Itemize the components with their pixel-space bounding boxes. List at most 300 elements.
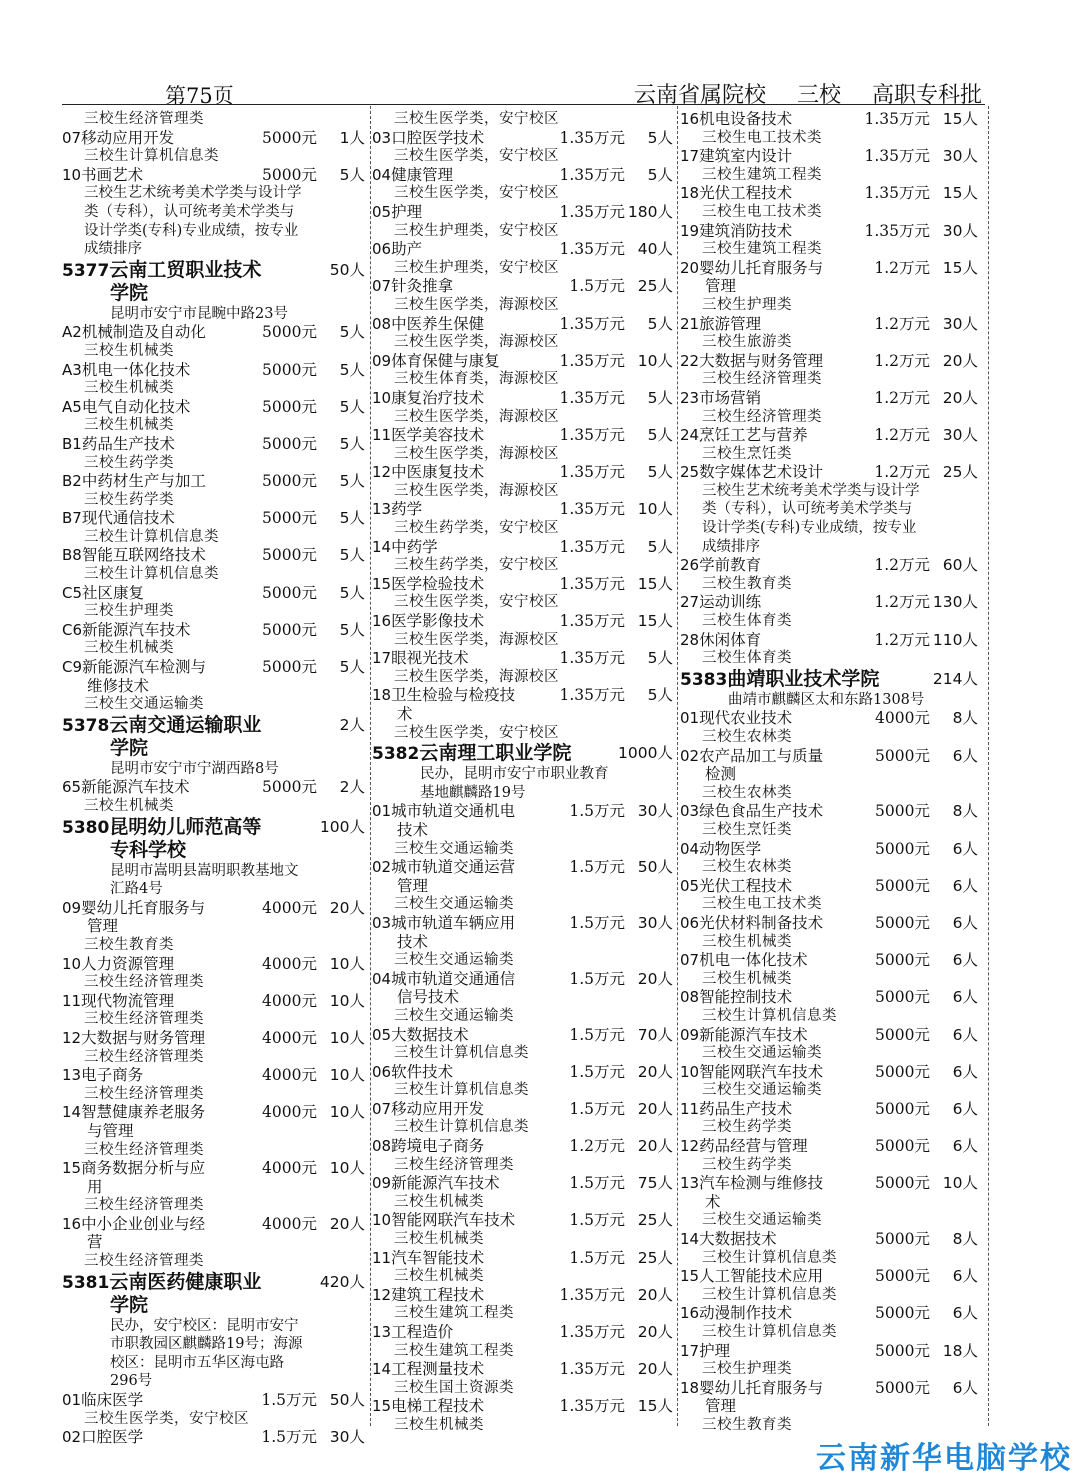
tuition-fee: 5000元 — [875, 1267, 930, 1286]
column-divider — [988, 106, 989, 1426]
major-requirement: 三校生经济管理类 — [84, 111, 204, 127]
major-name: 工程造价 — [391, 1323, 454, 1341]
major-requirement: 三校生药学类 — [702, 1156, 792, 1173]
major-requirement: 三校生机械类 — [84, 798, 174, 814]
enrollment-count: 5人 — [339, 620, 365, 639]
major-requirement: 三校生烹饪类 — [702, 445, 792, 462]
major-requirement: 三校生经济管理类 — [84, 1011, 204, 1028]
tuition-fee: 1.35万元 — [559, 1323, 625, 1341]
major-requirement: 三校生医学类，海源校区 — [394, 296, 559, 313]
tuition-fee: 1.5万元 — [569, 969, 625, 988]
major-name: 电子商务 — [81, 1066, 144, 1085]
major-requirement: 三校生建筑工程类 — [702, 241, 822, 258]
tuition-fee: 4000元 — [262, 954, 317, 973]
major-row — [680, 1100, 980, 1119]
school-address: 民办，安宁校区：昆明市安宁 — [110, 1317, 299, 1334]
major-row — [372, 203, 675, 222]
major-code: 07 — [372, 277, 392, 296]
major-row — [680, 259, 980, 278]
major-row — [680, 389, 980, 408]
major-name-cont: 营 — [87, 1233, 103, 1252]
major-row — [62, 1391, 367, 1410]
major-requirement: 三校生经济管理类 — [84, 1253, 204, 1270]
enrollment-count: 6人 — [952, 1378, 978, 1397]
major-row — [680, 631, 980, 650]
major-code: 03 — [372, 128, 392, 147]
major-requirement: 三校生机械类 — [394, 1416, 484, 1433]
tuition-fee: 5000元 — [875, 1230, 930, 1249]
enrollment-count: 5人 — [339, 360, 365, 379]
major-name: 烹饪工艺与营养 — [699, 426, 808, 445]
enrollment-count: 20人 — [329, 898, 365, 917]
major-requirement: 三校生机械类 — [84, 417, 174, 434]
major-code: C9 — [62, 658, 83, 677]
tuition-fee: 4000元 — [875, 709, 930, 728]
major-code: 10 — [680, 1062, 700, 1081]
major-name-cont: 术 — [397, 705, 413, 723]
major-name: 智慧健康养老服务 — [81, 1103, 206, 1122]
header-part: 高职专科批 — [871, 83, 982, 108]
major-code: 22 — [680, 351, 700, 370]
enrollment-count: 20人 — [942, 388, 978, 407]
school-address: 汇路4号 — [110, 881, 163, 898]
major-requirement: 三校生医学类，安宁校区 — [394, 148, 559, 165]
major-code: 28 — [680, 630, 700, 649]
major-row — [372, 575, 675, 594]
major-name: 医学美容技术 — [391, 426, 485, 445]
major-row — [372, 802, 675, 821]
major-name: 针灸推拿 — [391, 277, 454, 296]
major-code: 17 — [680, 1341, 700, 1360]
enrollment-count: 25人 — [637, 277, 673, 296]
major-row — [680, 709, 980, 728]
enrollment-count: 5人 — [647, 165, 673, 184]
major-row — [372, 315, 675, 334]
major-row — [372, 240, 675, 259]
major-requirement: 三校生教育类 — [702, 575, 792, 592]
school-name: 昆明幼儿师范高等 — [109, 815, 262, 838]
school-total-count: 1000人 — [618, 744, 673, 763]
enrollment-count: 6人 — [952, 913, 978, 932]
major-code: 06 — [372, 240, 392, 259]
major-name: 现代农业技术 — [699, 709, 793, 728]
major-row — [372, 612, 675, 631]
major-row — [680, 1304, 980, 1323]
major-name: 卫生检验与检疫技 — [391, 686, 516, 705]
tuition-fee: 5000元 — [875, 802, 930, 821]
major-requirement: 三校生建筑工程类 — [702, 166, 822, 183]
major-name-cont: 用 — [87, 1177, 103, 1196]
enrollment-count: 5人 — [339, 472, 365, 491]
major-name: 人工智能技术应用 — [699, 1267, 824, 1286]
major-requirement: 三校生体育类 — [702, 650, 792, 667]
major-code: 08 — [372, 314, 392, 333]
major-row — [680, 802, 980, 821]
text-column-2 — [372, 110, 675, 1435]
major-name: 建筑室内设计 — [699, 147, 793, 166]
major-name-cont: 术 — [705, 1192, 721, 1211]
enrollment-count: 30人 — [637, 802, 673, 821]
major-name-cont: 检测 — [705, 765, 737, 784]
major-row — [680, 593, 980, 612]
major-name: 新能源汽车检测与 — [82, 658, 207, 677]
school-code: 5382 — [372, 744, 420, 765]
tuition-fee: 1.35万元 — [559, 463, 625, 482]
tuition-fee: 1.5万元 — [261, 1428, 317, 1447]
major-requirement: 三校生药学类 — [84, 454, 174, 471]
major-code: 23 — [680, 388, 700, 407]
tuition-fee: 1.5万元 — [569, 277, 625, 296]
tuition-fee: 5000元 — [875, 839, 930, 858]
major-name: 康复治疗技术 — [391, 388, 485, 407]
major-requirement: 三校生经济管理类 — [394, 1156, 514, 1173]
major-name: 护理 — [391, 202, 423, 221]
major-code: 04 — [680, 839, 700, 858]
tuition-fee: 5000元 — [262, 620, 317, 639]
tuition-fee: 1.5万元 — [569, 1174, 625, 1193]
major-code: 06 — [372, 1062, 392, 1081]
major-requirement: 三校生交通运输类 — [394, 840, 514, 857]
tuition-fee: 5000元 — [875, 988, 930, 1007]
major-name: 体育保健与康复 — [391, 351, 500, 370]
major-row — [680, 1137, 980, 1156]
enrollment-count: 6人 — [952, 839, 978, 858]
major-requirement: 三校生交通运输类 — [84, 696, 204, 713]
major-code: 12 — [372, 463, 392, 482]
major-row — [62, 1029, 367, 1048]
tuition-fee: 5000元 — [875, 913, 930, 932]
major-row — [680, 463, 980, 482]
major-code: 14 — [372, 1360, 392, 1379]
enrollment-count: 20人 — [329, 1214, 365, 1233]
major-code: A3 — [62, 360, 82, 379]
major-code: 17 — [372, 649, 392, 668]
enrollment-count: 20人 — [637, 969, 673, 988]
major-name: 电气自动化技术 — [81, 397, 191, 416]
school-heading — [372, 742, 675, 765]
major-requirement: 三校生体育类 — [702, 613, 792, 630]
major-row — [680, 352, 980, 371]
major-requirement: 三校生机械类 — [702, 933, 792, 950]
major-name: 光伏工程技术 — [699, 876, 793, 895]
major-row — [680, 1267, 980, 1286]
major-name: 医学影像技术 — [391, 612, 485, 631]
major-code: 02 — [62, 1428, 82, 1447]
major-requirement: 三校生医学类，安宁校区 — [394, 185, 559, 202]
major-requirement: 三校生计算机信息类 — [84, 566, 219, 583]
major-requirement: 三校生护理类 — [84, 603, 174, 620]
major-requirement: 三校生医学类，安宁校区 — [394, 724, 559, 741]
enrollment-count: 20人 — [637, 1062, 673, 1081]
major-requirement: 三校生医学类，海源校区 — [394, 408, 559, 425]
major-requirement: 三校生交通运输类 — [394, 952, 514, 969]
major-row — [62, 472, 367, 491]
major-code: 16 — [372, 612, 392, 631]
major-code: B8 — [62, 546, 82, 565]
school-heading — [62, 816, 367, 839]
major-name: 移动应用开发 — [81, 128, 175, 147]
major-requirement: 三校生农林类 — [702, 784, 792, 801]
enrollment-count: 8人 — [952, 709, 978, 728]
major-note: 设计学类(专科)专业成绩，按专业 — [84, 222, 299, 239]
school-name-cont: 学院 — [110, 736, 149, 759]
major-name: 学前教育 — [699, 556, 762, 575]
major-code: 11 — [372, 1248, 392, 1267]
major-name: 现代物流管理 — [81, 991, 175, 1010]
major-requirement: 三校生护理类 — [702, 296, 792, 313]
major-name: 人力资源管理 — [81, 954, 175, 973]
major-name-cont: 与管理 — [87, 1121, 134, 1140]
major-requirement: 三校生机械类 — [84, 640, 174, 657]
tuition-fee: 5000元 — [262, 658, 317, 677]
tuition-fee: 4000元 — [262, 1159, 317, 1178]
tuition-fee: 5000元 — [262, 472, 317, 491]
tuition-fee: 1.5万元 — [569, 802, 625, 821]
major-code: 16 — [62, 1214, 82, 1233]
major-name: 口腔医学 — [81, 1428, 144, 1447]
major-requirement: 三校生医学类，海源校区 — [394, 445, 559, 462]
major-row — [62, 361, 367, 380]
major-row — [62, 323, 367, 342]
enrollment-count: 10人 — [329, 1159, 365, 1178]
school-heading — [62, 714, 367, 737]
enrollment-count: 6人 — [952, 1025, 978, 1044]
tuition-fee: 5000元 — [875, 746, 930, 765]
column-divider — [677, 106, 678, 1426]
enrollment-count: 5人 — [339, 434, 365, 453]
major-name: 临床医学 — [81, 1391, 144, 1410]
major-code: 04 — [372, 165, 392, 184]
enrollment-count: 8人 — [952, 1230, 978, 1249]
major-code: 14 — [62, 1103, 82, 1122]
major-code: 16 — [680, 1304, 700, 1323]
tuition-fee: 1.5万元 — [569, 1099, 625, 1118]
major-name: 中医养生保健 — [391, 314, 485, 333]
major-code: 05 — [372, 1025, 392, 1044]
major-code: 18 — [680, 1378, 700, 1397]
major-row — [680, 1063, 980, 1082]
enrollment-count: 10人 — [637, 351, 673, 370]
major-requirement: 三校生交通运输类 — [394, 896, 514, 913]
major-note: 三校生艺术统考美术学类与设计学 — [702, 482, 920, 499]
major-row — [62, 1215, 367, 1234]
text-column-3 — [680, 110, 980, 1435]
tuition-fee: 1.35万元 — [864, 184, 930, 203]
major-code: 15 — [680, 1267, 700, 1286]
major-name: 建筑消防技术 — [699, 221, 793, 240]
major-requirement: 三校生医学类，安宁校区 — [394, 111, 559, 127]
major-name: 光伏工程技术 — [699, 184, 793, 203]
enrollment-count: 5人 — [339, 658, 365, 677]
tuition-fee: 1.35万元 — [559, 649, 625, 668]
major-code: 14 — [680, 1230, 700, 1249]
tuition-fee: 1.5万元 — [569, 913, 625, 932]
major-code: 14 — [372, 537, 392, 556]
major-row — [372, 389, 675, 408]
tuition-fee: 1.2万元 — [569, 1137, 625, 1156]
enrollment-count: 5人 — [647, 314, 673, 333]
enrollment-count: 5人 — [647, 686, 673, 705]
enrollment-count: 20人 — [637, 1099, 673, 1118]
tuition-fee: 1.2万元 — [874, 426, 930, 445]
enrollment-count: 5人 — [647, 128, 673, 147]
major-row — [680, 840, 980, 859]
tuition-fee: 4000元 — [262, 1103, 317, 1122]
tuition-fee: 1.35万元 — [559, 686, 625, 705]
major-row — [372, 1360, 675, 1379]
major-name: 机电一体化技术 — [699, 951, 808, 970]
major-code: 03 — [372, 913, 392, 932]
major-row — [372, 538, 675, 557]
major-requirement: 三校生计算机信息类 — [702, 1324, 837, 1340]
enrollment-count: 60人 — [942, 556, 978, 575]
major-name: 城市轨道交通通信 — [391, 969, 516, 988]
major-name: 药品生产技术 — [699, 1099, 793, 1118]
enrollment-count: 15人 — [637, 1397, 673, 1416]
major-requirement: 三校生护理类 — [702, 1361, 792, 1378]
tuition-fee: 1.2万元 — [874, 351, 930, 370]
major-name: 农产品加工与质量 — [699, 746, 824, 765]
major-code: 13 — [62, 1066, 82, 1085]
major-requirement: 三校生计算机信息类 — [702, 1249, 837, 1266]
major-name: 机电设备技术 — [699, 110, 793, 128]
major-row — [372, 1397, 675, 1416]
school-total-count: 50人 — [329, 260, 365, 279]
tuition-fee: 5000元 — [262, 397, 317, 416]
major-code: 09 — [372, 1174, 392, 1193]
major-row — [680, 914, 980, 933]
watermark: 云南新华电脑学校 — [816, 1441, 1072, 1476]
major-code: 12 — [62, 1028, 82, 1047]
major-name-cont: 管理 — [397, 876, 429, 895]
major-name: 汽车检测与维修技 — [699, 1174, 824, 1193]
enrollment-count: 30人 — [942, 426, 978, 445]
major-name: 健康管理 — [391, 165, 454, 184]
major-code: 21 — [680, 314, 700, 333]
major-row — [680, 1174, 980, 1193]
enrollment-count: 1人 — [339, 128, 365, 147]
enrollment-count: 10人 — [329, 954, 365, 973]
school-name-cont: 学院 — [110, 281, 149, 304]
major-code: 12 — [680, 1137, 700, 1156]
major-name: 动物医学 — [699, 839, 762, 858]
enrollment-count: 180人 — [627, 202, 673, 221]
tuition-fee: 1.2万元 — [874, 556, 930, 575]
enrollment-count: 5人 — [339, 583, 365, 602]
enrollment-count: 10人 — [329, 1103, 365, 1122]
school-code: 5377 — [62, 260, 110, 281]
tuition-fee: 5000元 — [262, 778, 317, 797]
major-row — [680, 1342, 980, 1361]
major-name: 休闲体育 — [699, 630, 762, 649]
major-name: 新能源汽车技术 — [81, 778, 190, 797]
major-code: A2 — [62, 323, 82, 342]
major-row — [372, 166, 675, 185]
tuition-fee: 1.35万元 — [559, 351, 625, 370]
major-name: 药学 — [391, 500, 423, 519]
major-name-cont: 技术 — [397, 820, 429, 839]
tuition-fee: 1.2万元 — [874, 258, 930, 277]
enrollment-count: 5人 — [339, 323, 365, 342]
enrollment-count: 20人 — [637, 1285, 673, 1304]
major-name-cont: 管理 — [87, 917, 119, 936]
major-row — [680, 951, 980, 970]
major-name: 大数据与财务管理 — [699, 351, 824, 370]
major-row — [62, 778, 367, 797]
major-name: 新能源汽车技术 — [82, 620, 191, 639]
major-row — [372, 1323, 675, 1342]
major-requirement: 三校生医学类，海源校区 — [394, 668, 559, 685]
tuition-fee: 1.35万元 — [864, 110, 930, 128]
major-requirement: 三校生电工技术类 — [702, 129, 822, 146]
major-name: 药品生产技术 — [81, 434, 175, 453]
major-row — [62, 899, 367, 918]
tuition-fee: 1.5万元 — [261, 1391, 317, 1410]
major-name: 婴幼儿托育服务与 — [699, 1378, 824, 1397]
header-part: 云南省属院校 — [633, 83, 766, 108]
major-name-cont: 维修技术 — [87, 676, 150, 695]
major-requirement: 三校生交通运输类 — [702, 1082, 822, 1099]
tuition-fee: 1.35万元 — [559, 1360, 625, 1379]
major-name: 智能互联网络技术 — [81, 546, 206, 565]
major-name: 智能网联汽车技术 — [391, 1211, 516, 1230]
major-name: 中药学 — [391, 537, 438, 556]
major-requirement: 三校生交通运输类 — [394, 1007, 514, 1024]
major-requirement: 三校生机械类 — [84, 380, 174, 397]
major-row — [372, 1026, 675, 1045]
major-code: 15 — [372, 1397, 392, 1416]
major-requirement: 三校生计算机信息类 — [84, 148, 219, 165]
major-requirement: 三校生教育类 — [702, 1416, 792, 1433]
major-note: 成绩排序 — [84, 241, 142, 258]
enrollment-count: 10人 — [329, 991, 365, 1010]
major-code: 04 — [372, 969, 392, 988]
major-row — [372, 970, 675, 989]
tuition-fee: 5000元 — [875, 1137, 930, 1156]
tuition-fee: 1.2万元 — [874, 388, 930, 407]
major-row — [62, 658, 367, 677]
school-address: 市职教园区麒麟路19号；海源 — [110, 1336, 303, 1353]
major-code: 16 — [680, 110, 700, 128]
major-code: 10 — [372, 388, 392, 407]
major-name: 中药材生产与加工 — [81, 472, 206, 491]
major-name: 护理 — [699, 1341, 731, 1360]
major-code: 13 — [680, 1174, 700, 1193]
major-name: 跨境电子商务 — [391, 1137, 485, 1156]
enrollment-count: 18人 — [942, 1341, 978, 1360]
major-requirement: 三校生经济管理类 — [84, 1085, 204, 1102]
major-name: 智能控制技术 — [699, 988, 793, 1007]
enrollment-count: 10人 — [942, 1174, 978, 1193]
enrollment-count: 110人 — [932, 630, 978, 649]
enrollment-count: 15人 — [637, 574, 673, 593]
column-divider — [370, 106, 371, 1426]
major-row — [372, 1249, 675, 1268]
school-heading — [62, 259, 367, 282]
major-code: 06 — [680, 913, 700, 932]
enrollment-count: 50人 — [637, 858, 673, 877]
major-note: 设计学类(专科)专业成绩，按专业 — [702, 520, 917, 537]
tuition-fee: 1.35万元 — [559, 202, 625, 221]
tuition-fee: 1.35万元 — [559, 128, 625, 147]
tuition-fee: 4000元 — [262, 1066, 317, 1085]
major-code: 24 — [680, 426, 700, 445]
major-row — [372, 1174, 675, 1193]
tuition-fee: 5000元 — [875, 1099, 930, 1118]
tuition-fee: 1.5万元 — [569, 858, 625, 877]
header-rule — [62, 104, 985, 105]
enrollment-count: 6人 — [952, 988, 978, 1007]
